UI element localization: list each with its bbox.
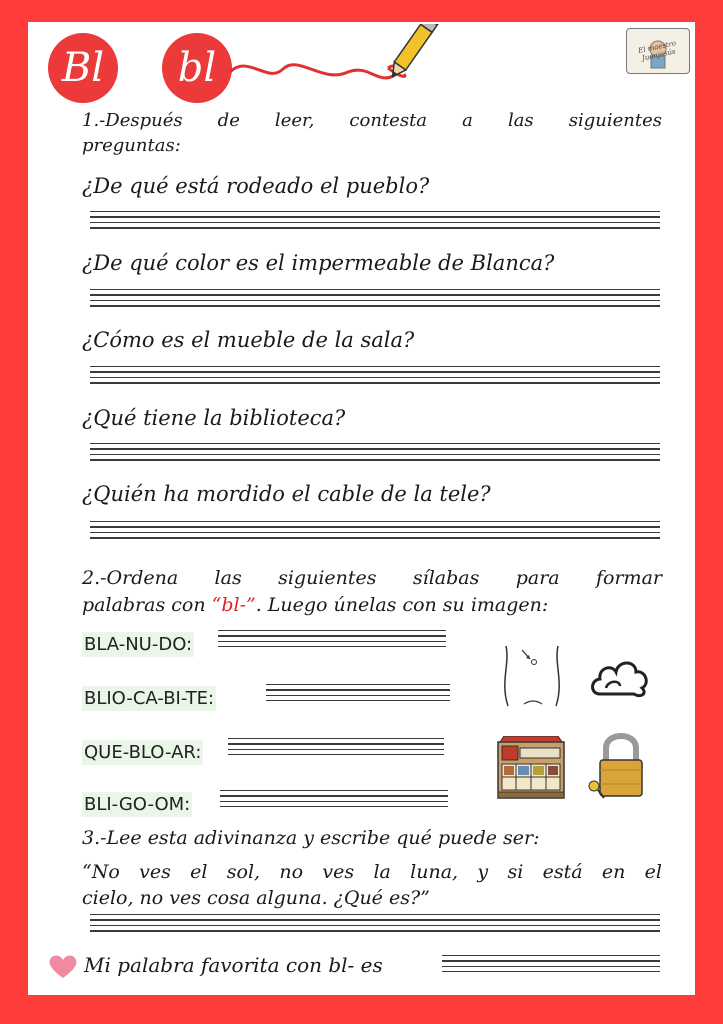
question-4: ¿Qué tiene la biblioteca? (82, 406, 346, 430)
section2-text-a: palabras con (82, 594, 212, 616)
question-1: ¿De qué está rodeado el pueblo? (82, 174, 430, 198)
section2-instruction: 2.-Ordena las siguientes sílabas para formar (82, 567, 662, 589)
badge-lowercase-text: bl (177, 45, 217, 91)
logo-text: El maestro Juanjesús (637, 39, 677, 63)
syllables-4: BLI-GO-OM: (84, 794, 191, 815)
question-3: ¿Cómo es el mueble de la sala? (82, 328, 415, 352)
section2-text-b: . Luego únelas con su imagen: (255, 594, 549, 616)
riddle-line-1: “No ves el sol, no ves la luna, y si está en el (82, 861, 662, 883)
heart-icon (48, 954, 78, 980)
section2-highlight: “bl-” (211, 594, 256, 616)
badge-uppercase-text: Bl (61, 45, 105, 91)
badge-lowercase (162, 33, 232, 103)
worksheet-page (28, 22, 695, 995)
belly-navel-icon[interactable] (496, 642, 568, 710)
syllables-2: BLIO-CA-BI-TE: (84, 688, 215, 709)
badge-uppercase (48, 33, 118, 103)
answer-lines-3[interactable] (90, 366, 660, 388)
syllables-3: QUE-BLO-AR: (84, 742, 202, 763)
cloud-icon[interactable] (590, 652, 650, 700)
question-2: ¿De qué color es el impermeable de Blanca? (82, 251, 555, 275)
building-library-icon[interactable] (496, 736, 566, 800)
word-line-2[interactable] (266, 684, 450, 704)
word-line-1[interactable] (218, 630, 446, 650)
padlock-key-icon[interactable] (584, 732, 654, 802)
section1-instruction-cont: preguntas: (82, 135, 181, 156)
answer-lines-5[interactable] (90, 521, 660, 543)
favorite-word-prompt: Mi palabra favorita con bl- es (84, 953, 383, 977)
answer-lines-1[interactable] (90, 211, 660, 233)
logo (626, 28, 690, 74)
answer-lines-2[interactable] (90, 289, 660, 311)
section3-instruction: 3.-Lee esta adivinanza y escribe qué puede ser: (82, 827, 540, 849)
syllables-1: BLA-NU-DO: (84, 634, 193, 655)
question-5: ¿Quién ha mordido el cable de la tele? (82, 482, 491, 506)
pencil-scribble-icon (228, 24, 448, 94)
word-line-4[interactable] (220, 790, 448, 810)
word-line-3[interactable] (228, 738, 444, 758)
answer-lines-4[interactable] (90, 443, 660, 465)
section1-instruction: 1.-Después de leer, contesta a las siguientes (82, 110, 662, 131)
section2-instruction-cont (82, 594, 548, 616)
favorite-word-line[interactable] (442, 955, 660, 975)
riddle-answer-lines[interactable] (90, 914, 660, 936)
riddle-line-2: cielo, no ves cosa alguna. ¿Qué es?” (82, 887, 430, 909)
